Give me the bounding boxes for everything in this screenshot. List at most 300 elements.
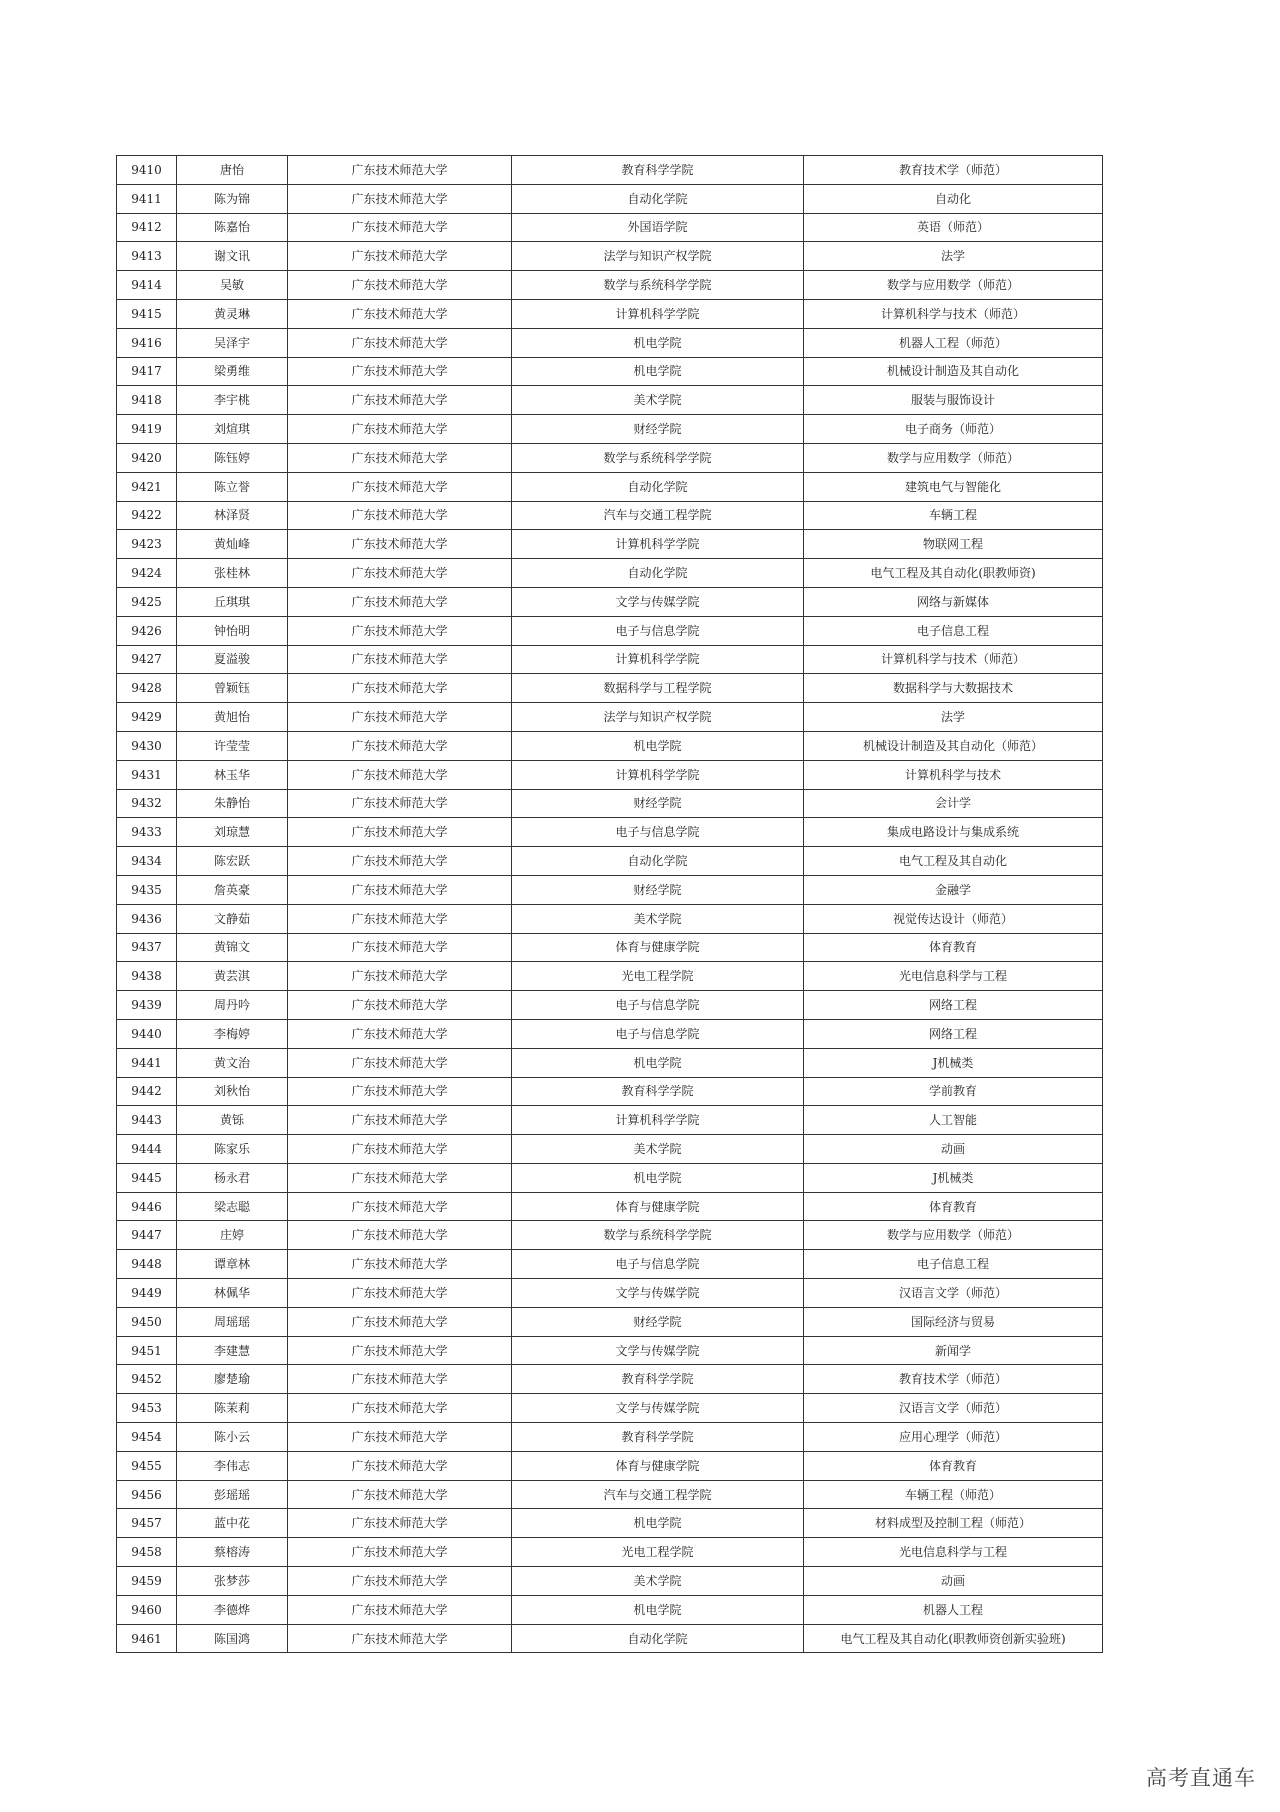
cell-number: 9423 (117, 530, 177, 559)
cell-college: 计算机科学学院 (512, 760, 804, 789)
cell-name: 李伟志 (177, 1451, 288, 1480)
table-row (117, 1077, 1103, 1106)
table-row (117, 184, 1103, 213)
cell-name: 黄文治 (177, 1048, 288, 1077)
cell-number: 9418 (117, 386, 177, 415)
cell-school: 广东技术师范大学 (288, 991, 512, 1020)
cell-major: 材料成型及控制工程（师范） (804, 1509, 1103, 1538)
cell-college: 数学与系统科学学院 (512, 1221, 804, 1250)
cell-number: 9432 (117, 789, 177, 818)
cell-major: 人工智能 (804, 1106, 1103, 1135)
cell-college: 财经学院 (512, 415, 804, 444)
cell-number: 9438 (117, 962, 177, 991)
table-row (117, 818, 1103, 847)
cell-name: 梁志聪 (177, 1192, 288, 1221)
cell-name: 陈茉莉 (177, 1394, 288, 1423)
cell-college: 计算机科学学院 (512, 299, 804, 328)
table-row (117, 299, 1103, 328)
cell-college: 自动化学院 (512, 559, 804, 588)
table-row (117, 847, 1103, 876)
cell-major: 自动化 (804, 184, 1103, 213)
table-row (117, 616, 1103, 645)
cell-school: 广东技术师范大学 (288, 1509, 512, 1538)
cell-number: 9448 (117, 1250, 177, 1279)
cell-number: 9456 (117, 1480, 177, 1509)
cell-number: 9415 (117, 299, 177, 328)
cell-school: 广东技术师范大学 (288, 1250, 512, 1279)
cell-school: 广东技术师范大学 (288, 847, 512, 876)
cell-number: 9413 (117, 242, 177, 271)
cell-number: 9457 (117, 1509, 177, 1538)
cell-college: 机电学院 (512, 328, 804, 357)
cell-school: 广东技术师范大学 (288, 213, 512, 242)
cell-name: 陈立誉 (177, 472, 288, 501)
cell-number: 9436 (117, 904, 177, 933)
cell-name: 陈钰婷 (177, 443, 288, 472)
watermark-text: 高考直通车 (1146, 1766, 1256, 1790)
cell-name: 许莹莹 (177, 731, 288, 760)
cell-school: 广东技术师范大学 (288, 933, 512, 962)
cell-major: 机器人工程（师范） (804, 328, 1103, 357)
cell-school: 广东技术师范大学 (288, 501, 512, 530)
table-row (117, 1480, 1103, 1509)
table-row (117, 703, 1103, 732)
cell-major: 金融学 (804, 875, 1103, 904)
cell-major: 网络与新媒体 (804, 587, 1103, 616)
cell-number: 9426 (117, 616, 177, 645)
cell-college: 计算机科学学院 (512, 1106, 804, 1135)
cell-major: 电气工程及其自动化 (804, 847, 1103, 876)
table-row (117, 1538, 1103, 1567)
cell-name: 陈小云 (177, 1423, 288, 1452)
cell-major: 体育教育 (804, 933, 1103, 962)
cell-school: 广东技术师范大学 (288, 1048, 512, 1077)
cell-number: 9411 (117, 184, 177, 213)
cell-name: 黄铄 (177, 1106, 288, 1135)
table-row (117, 443, 1103, 472)
cell-major: J机械类 (804, 1048, 1103, 1077)
cell-school: 广东技术师范大学 (288, 1279, 512, 1308)
cell-college: 体育与健康学院 (512, 933, 804, 962)
cell-name: 黄灵琳 (177, 299, 288, 328)
cell-college: 电子与信息学院 (512, 818, 804, 847)
table-row (117, 1250, 1103, 1279)
cell-school: 广东技术师范大学 (288, 1365, 512, 1394)
cell-number: 9440 (117, 1019, 177, 1048)
cell-number: 9428 (117, 674, 177, 703)
table-row (117, 645, 1103, 674)
table-row (117, 501, 1103, 530)
cell-major: 机器人工程 (804, 1595, 1103, 1624)
cell-name: 朱静怡 (177, 789, 288, 818)
cell-school: 广东技术师范大学 (288, 1307, 512, 1336)
cell-name: 陈为锦 (177, 184, 288, 213)
cell-school: 广东技术师范大学 (288, 386, 512, 415)
cell-college: 数学与系统科学学院 (512, 443, 804, 472)
cell-school: 广东技术师范大学 (288, 472, 512, 501)
cell-college: 机电学院 (512, 1048, 804, 1077)
cell-name: 杨永君 (177, 1163, 288, 1192)
cell-major: 动画 (804, 1135, 1103, 1164)
table-row (117, 1019, 1103, 1048)
cell-name: 陈国鸿 (177, 1624, 288, 1653)
cell-major: 机械设计制造及其自动化 (804, 357, 1103, 386)
cell-major: 体育教育 (804, 1192, 1103, 1221)
roster-body (117, 156, 1103, 1653)
cell-school: 广东技术师范大学 (288, 1019, 512, 1048)
cell-college: 美术学院 (512, 1567, 804, 1596)
cell-college: 法学与知识产权学院 (512, 703, 804, 732)
cell-name: 李宇桃 (177, 386, 288, 415)
cell-major: 车辆工程（师范） (804, 1480, 1103, 1509)
cell-name: 黄芸淇 (177, 962, 288, 991)
cell-college: 电子与信息学院 (512, 616, 804, 645)
cell-number: 9452 (117, 1365, 177, 1394)
cell-name: 陈家乐 (177, 1135, 288, 1164)
cell-major: 电子信息工程 (804, 616, 1103, 645)
cell-name: 吴泽宇 (177, 328, 288, 357)
cell-major: 数据科学与大数据技术 (804, 674, 1103, 703)
cell-school: 广东技术师范大学 (288, 1567, 512, 1596)
cell-name: 黄锦文 (177, 933, 288, 962)
cell-number: 9439 (117, 991, 177, 1020)
cell-school: 广东技术师范大学 (288, 1106, 512, 1135)
cell-school: 广东技术师范大学 (288, 1135, 512, 1164)
cell-name: 蔡榕涛 (177, 1538, 288, 1567)
table-row (117, 271, 1103, 300)
cell-school: 广东技术师范大学 (288, 443, 512, 472)
cell-major: 机械设计制造及其自动化（师范） (804, 731, 1103, 760)
table-row (117, 674, 1103, 703)
cell-college: 电子与信息学院 (512, 1250, 804, 1279)
cell-major: 光电信息科学与工程 (804, 962, 1103, 991)
cell-college: 机电学院 (512, 1163, 804, 1192)
cell-name: 刘秋怡 (177, 1077, 288, 1106)
table-row (117, 1624, 1103, 1653)
cell-college: 美术学院 (512, 904, 804, 933)
cell-major: 数学与应用数学（师范） (804, 443, 1103, 472)
cell-college: 电子与信息学院 (512, 1019, 804, 1048)
cell-college: 自动化学院 (512, 472, 804, 501)
cell-school: 广东技术师范大学 (288, 818, 512, 847)
cell-name: 林佩华 (177, 1279, 288, 1308)
cell-school: 广东技术师范大学 (288, 760, 512, 789)
cell-college: 机电学院 (512, 357, 804, 386)
table-row (117, 789, 1103, 818)
cell-name: 詹英豪 (177, 875, 288, 904)
table-row (117, 1221, 1103, 1250)
cell-number: 9442 (117, 1077, 177, 1106)
cell-number: 9421 (117, 472, 177, 501)
table-row (117, 904, 1103, 933)
cell-name: 钟怡明 (177, 616, 288, 645)
cell-name: 李建慧 (177, 1336, 288, 1365)
cell-major: 网络工程 (804, 1019, 1103, 1048)
cell-college: 文学与传媒学院 (512, 1394, 804, 1423)
table-row (117, 472, 1103, 501)
cell-number: 9414 (117, 271, 177, 300)
cell-major: 动画 (804, 1567, 1103, 1596)
table-row (117, 1048, 1103, 1077)
cell-college: 文学与传媒学院 (512, 1279, 804, 1308)
cell-name: 陈宏跃 (177, 847, 288, 876)
cell-number: 9459 (117, 1567, 177, 1596)
table-row (117, 991, 1103, 1020)
cell-school: 广东技术师范大学 (288, 184, 512, 213)
cell-major: 会计学 (804, 789, 1103, 818)
cell-name: 陈嘉怡 (177, 213, 288, 242)
table-row (117, 933, 1103, 962)
cell-major: 学前教育 (804, 1077, 1103, 1106)
cell-school: 广东技术师范大学 (288, 904, 512, 933)
cell-school: 广东技术师范大学 (288, 1192, 512, 1221)
cell-major: 计算机科学与技术 (804, 760, 1103, 789)
cell-major: 计算机科学与技术（师范） (804, 299, 1103, 328)
cell-major: 法学 (804, 703, 1103, 732)
cell-number: 9461 (117, 1624, 177, 1653)
cell-name: 彭瑶瑶 (177, 1480, 288, 1509)
cell-school: 广东技术师范大学 (288, 789, 512, 818)
table-row (117, 760, 1103, 789)
table-row (117, 1365, 1103, 1394)
table-row (117, 386, 1103, 415)
table-row (117, 1394, 1103, 1423)
table-row (117, 1192, 1103, 1221)
cell-major: 建筑电气与智能化 (804, 472, 1103, 501)
cell-school: 广东技术师范大学 (288, 1077, 512, 1106)
cell-college: 体育与健康学院 (512, 1192, 804, 1221)
cell-college: 美术学院 (512, 1135, 804, 1164)
cell-school: 广东技术师范大学 (288, 1595, 512, 1624)
table-row (117, 587, 1103, 616)
cell-number: 9435 (117, 875, 177, 904)
cell-number: 9410 (117, 156, 177, 185)
table-row (117, 242, 1103, 271)
cell-college: 计算机科学学院 (512, 645, 804, 674)
cell-college: 机电学院 (512, 1595, 804, 1624)
cell-college: 光电工程学院 (512, 962, 804, 991)
cell-name: 谭章林 (177, 1250, 288, 1279)
cell-college: 财经学院 (512, 789, 804, 818)
cell-school: 广东技术师范大学 (288, 1163, 512, 1192)
cell-school: 广东技术师范大学 (288, 1538, 512, 1567)
cell-school: 广东技术师范大学 (288, 1480, 512, 1509)
table-row (117, 1279, 1103, 1308)
cell-number: 9447 (117, 1221, 177, 1250)
cell-number: 9443 (117, 1106, 177, 1135)
cell-name: 文静茹 (177, 904, 288, 933)
cell-number: 9441 (117, 1048, 177, 1077)
cell-number: 9453 (117, 1394, 177, 1423)
cell-school: 广东技术师范大学 (288, 415, 512, 444)
cell-school: 广东技术师范大学 (288, 156, 512, 185)
cell-name: 丘琪琪 (177, 587, 288, 616)
table-row (117, 415, 1103, 444)
table-row (117, 1451, 1103, 1480)
cell-number: 9419 (117, 415, 177, 444)
cell-college: 财经学院 (512, 1307, 804, 1336)
cell-college: 数据科学与工程学院 (512, 674, 804, 703)
table-row (117, 1163, 1103, 1192)
cell-major: 体育教育 (804, 1451, 1103, 1480)
cell-major: 车辆工程 (804, 501, 1103, 530)
cell-college: 数学与系统科学学院 (512, 271, 804, 300)
cell-name: 梁勇维 (177, 357, 288, 386)
cell-name: 刘煊琪 (177, 415, 288, 444)
cell-number: 9430 (117, 731, 177, 760)
cell-name: 谢文讯 (177, 242, 288, 271)
cell-major: 电气工程及其自动化(职教师资创新实验班) (804, 1624, 1103, 1653)
cell-number: 9412 (117, 213, 177, 242)
cell-major: J机械类 (804, 1163, 1103, 1192)
cell-school: 广东技术师范大学 (288, 674, 512, 703)
cell-school: 广东技术师范大学 (288, 328, 512, 357)
cell-major: 新闻学 (804, 1336, 1103, 1365)
cell-school: 广东技术师范大学 (288, 530, 512, 559)
cell-major: 教育技术学（师范） (804, 156, 1103, 185)
cell-number: 9455 (117, 1451, 177, 1480)
cell-name: 周瑶瑶 (177, 1307, 288, 1336)
cell-major: 视觉传达设计（师范） (804, 904, 1103, 933)
cell-major: 数学与应用数学（师范） (804, 1221, 1103, 1250)
cell-college: 教育科学学院 (512, 1423, 804, 1452)
table-row (117, 156, 1103, 185)
cell-number: 9458 (117, 1538, 177, 1567)
cell-number: 9431 (117, 760, 177, 789)
table-row (117, 530, 1103, 559)
cell-major: 法学 (804, 242, 1103, 271)
cell-major: 国际经济与贸易 (804, 1307, 1103, 1336)
cell-number: 9450 (117, 1307, 177, 1336)
cell-major: 计算机科学与技术（师范） (804, 645, 1103, 674)
table-row (117, 328, 1103, 357)
cell-college: 自动化学院 (512, 847, 804, 876)
cell-major: 数学与应用数学（师范） (804, 271, 1103, 300)
cell-school: 广东技术师范大学 (288, 1451, 512, 1480)
cell-number: 9416 (117, 328, 177, 357)
cell-name: 张梦莎 (177, 1567, 288, 1596)
cell-school: 广东技术师范大学 (288, 645, 512, 674)
cell-number: 9449 (117, 1279, 177, 1308)
table-row (117, 1106, 1103, 1135)
cell-school: 广东技术师范大学 (288, 875, 512, 904)
cell-name: 李梅婷 (177, 1019, 288, 1048)
cell-major: 应用心理学（师范） (804, 1423, 1103, 1452)
table-row (117, 1307, 1103, 1336)
cell-major: 英语（师范） (804, 213, 1103, 242)
cell-major: 物联网工程 (804, 530, 1103, 559)
cell-name: 李德烨 (177, 1595, 288, 1624)
cell-college: 光电工程学院 (512, 1538, 804, 1567)
cell-name: 黄灿峰 (177, 530, 288, 559)
cell-major: 汉语言文学（师范） (804, 1279, 1103, 1308)
cell-school: 广东技术师范大学 (288, 703, 512, 732)
cell-number: 9444 (117, 1135, 177, 1164)
cell-college: 电子与信息学院 (512, 991, 804, 1020)
cell-major: 电子信息工程 (804, 1250, 1103, 1279)
table-row (117, 213, 1103, 242)
cell-number: 9445 (117, 1163, 177, 1192)
cell-number: 9437 (117, 933, 177, 962)
cell-name: 曾颖钰 (177, 674, 288, 703)
table-row (117, 559, 1103, 588)
cell-number: 9433 (117, 818, 177, 847)
cell-name: 夏溢骏 (177, 645, 288, 674)
cell-college: 法学与知识产权学院 (512, 242, 804, 271)
cell-college: 计算机科学学院 (512, 530, 804, 559)
cell-major: 电子商务（师范） (804, 415, 1103, 444)
cell-school: 广东技术师范大学 (288, 559, 512, 588)
cell-college: 体育与健康学院 (512, 1451, 804, 1480)
cell-major: 网络工程 (804, 991, 1103, 1020)
cell-college: 财经学院 (512, 875, 804, 904)
cell-name: 周丹吟 (177, 991, 288, 1020)
cell-name: 廖楚瑜 (177, 1365, 288, 1394)
cell-name: 吴敏 (177, 271, 288, 300)
cell-school: 广东技术师范大学 (288, 1221, 512, 1250)
cell-name: 黄旭怡 (177, 703, 288, 732)
cell-college: 文学与传媒学院 (512, 587, 804, 616)
cell-college: 机电学院 (512, 1509, 804, 1538)
cell-school: 广东技术师范大学 (288, 962, 512, 991)
cell-number: 9425 (117, 587, 177, 616)
cell-college: 文学与传媒学院 (512, 1336, 804, 1365)
table-row (117, 1135, 1103, 1164)
cell-school: 广东技术师范大学 (288, 1394, 512, 1423)
cell-college: 教育科学学院 (512, 1077, 804, 1106)
table-row (117, 1336, 1103, 1365)
table-row (117, 875, 1103, 904)
cell-school: 广东技术师范大学 (288, 731, 512, 760)
cell-college: 自动化学院 (512, 184, 804, 213)
cell-school: 广东技术师范大学 (288, 357, 512, 386)
cell-major: 光电信息科学与工程 (804, 1538, 1103, 1567)
cell-college: 外国语学院 (512, 213, 804, 242)
cell-school: 广东技术师范大学 (288, 242, 512, 271)
cell-school: 广东技术师范大学 (288, 587, 512, 616)
cell-name: 蓝中花 (177, 1509, 288, 1538)
admission-roster-table (116, 155, 1103, 1653)
cell-number: 9424 (117, 559, 177, 588)
cell-number: 9434 (117, 847, 177, 876)
table-row (117, 1509, 1103, 1538)
cell-number: 9417 (117, 357, 177, 386)
cell-college: 教育科学学院 (512, 156, 804, 185)
cell-major: 电气工程及其自动化(职教师资) (804, 559, 1103, 588)
cell-name: 刘琼慧 (177, 818, 288, 847)
cell-college: 汽车与交通工程学院 (512, 501, 804, 530)
cell-number: 9454 (117, 1423, 177, 1452)
cell-school: 广东技术师范大学 (288, 616, 512, 645)
cell-school: 广东技术师范大学 (288, 1423, 512, 1452)
cell-college: 机电学院 (512, 731, 804, 760)
cell-name: 张桂林 (177, 559, 288, 588)
cell-college: 自动化学院 (512, 1624, 804, 1653)
table-row (117, 357, 1103, 386)
table-row (117, 1423, 1103, 1452)
cell-major: 集成电路设计与集成系统 (804, 818, 1103, 847)
cell-name: 庄婷 (177, 1221, 288, 1250)
cell-school: 广东技术师范大学 (288, 271, 512, 300)
cell-number: 9429 (117, 703, 177, 732)
cell-number: 9460 (117, 1595, 177, 1624)
cell-number: 9422 (117, 501, 177, 530)
table-row (117, 1567, 1103, 1596)
cell-school: 广东技术师范大学 (288, 1624, 512, 1653)
table-row (117, 962, 1103, 991)
cell-number: 9451 (117, 1336, 177, 1365)
cell-name: 林玉华 (177, 760, 288, 789)
